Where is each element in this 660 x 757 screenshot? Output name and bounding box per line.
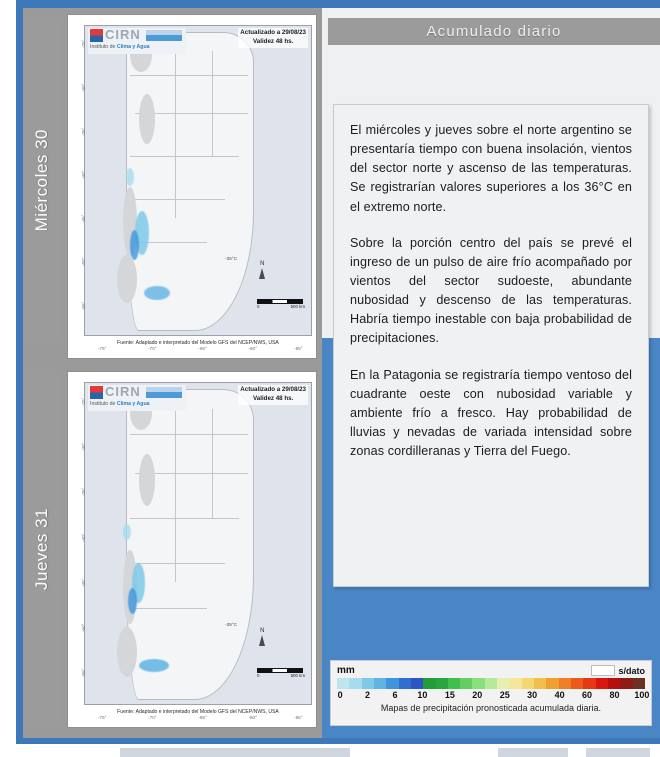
- logo-subtitle: Instituto de Clima y Agua: [90, 401, 150, 407]
- terrain-shading: [139, 454, 155, 506]
- map-source-credit: Fuente: Adaptado e interpretado del Modelo GFS del NCEP/NWS, USA: [85, 709, 311, 715]
- day-label-text: Jueves 31: [32, 507, 51, 590]
- stamp-validity: Validez 48 hs.: [253, 394, 294, 402]
- wave-icon: [146, 387, 182, 398]
- legend-color-cell: [633, 678, 645, 689]
- legend-tick: 100: [634, 690, 650, 700]
- legend-color-cell: [620, 678, 632, 689]
- legend-color-cell: [460, 678, 472, 689]
- argentina-outline: [126, 32, 255, 331]
- legend-color-cell: [534, 678, 546, 689]
- terrain-shading: [117, 627, 137, 677]
- legend-colorbar: [337, 678, 645, 689]
- page-title-text: Acumulado diario: [426, 23, 562, 40]
- argentina-outline: [126, 389, 255, 699]
- map-canvas: [84, 25, 312, 336]
- legend-color-cell: [546, 678, 558, 689]
- legend-color-cell: [596, 678, 608, 689]
- bottom-blue-band: [16, 738, 660, 744]
- legend-color-cell: [583, 678, 595, 689]
- legend-color-cell: [472, 678, 484, 689]
- legend-color-cell: [522, 678, 534, 689]
- legend-tick-labels: [337, 689, 650, 702]
- legend-caption: Mapas de precipitación pronosticada acumulada diaria.: [380, 703, 602, 713]
- cirn-logo: [88, 28, 186, 54]
- scale-min: 0: [257, 673, 260, 678]
- temperature-annotation: -35°C: [225, 255, 237, 261]
- legend-color-cell: [436, 678, 448, 689]
- legend-color-cell: [509, 678, 521, 689]
- legend-tick: 6: [392, 690, 398, 700]
- legend-color-cell: [374, 678, 386, 689]
- legend-color-cell: [386, 678, 398, 689]
- legend-tick: 2: [365, 690, 371, 700]
- precipitation-field: [144, 286, 170, 300]
- flag-icon: [90, 386, 103, 399]
- legend-color-cell: [608, 678, 620, 689]
- legend-color-cell: [349, 678, 361, 689]
- temperature-annotation: -35°C: [225, 621, 237, 627]
- map-scale-bar: [257, 668, 305, 678]
- stamp-validity: Validez 48 hs.: [253, 37, 294, 45]
- flag-icon: [90, 29, 103, 42]
- latitude-axis: -25° -30° -35° -40° -45° -50° -55°: [80, 39, 86, 310]
- north-arrow-icon: [254, 628, 270, 646]
- scale-min: 0: [257, 304, 260, 309]
- legend-color-cell: [448, 678, 460, 689]
- legend-tick: 60: [582, 690, 593, 700]
- map-update-stamp: [238, 385, 308, 405]
- legend-tick: 80: [609, 690, 620, 700]
- day-label-text: Miércoles 30: [32, 129, 51, 232]
- map-source-credit: Fuente: Adaptado e interpretado del Modelo GFS del NCEP/NWS, USA: [85, 340, 311, 346]
- left-white-margin: [0, 0, 16, 757]
- legend-tick: 20: [472, 690, 483, 700]
- stamp-updated: Actualizado a 29/08/23: [240, 386, 306, 393]
- top-blue-band: [0, 0, 660, 8]
- logo-subtitle: Instituto de Clima y Agua: [90, 44, 150, 50]
- nodata-swatch: [591, 665, 615, 676]
- longitude-axis: -75° -70° -65° -60° -55°: [97, 346, 303, 351]
- cirn-logo: [88, 385, 186, 411]
- precipitation-legend: [330, 660, 652, 726]
- latitude-axis: -25° -30° -35° -40° -45° -50° -55°: [80, 397, 86, 678]
- forecast-paragraph: En la Patagonia se registraría tiempo ventoso del cuadrante oeste con nubosidad variable y ambiente frío a fresco. Hay probabilidad de lluvias y nevadas de variada intensidad sobre zonas cordilleranas y Tierra del Fuego.: [350, 367, 632, 459]
- legend-color-cell: [362, 678, 374, 689]
- logo-title: CIRN: [105, 384, 141, 399]
- legend-color-cell: [423, 678, 435, 689]
- bottom-tab-left[interactable]: [120, 748, 350, 757]
- map-card-miercoles[interactable]: [67, 14, 317, 359]
- legend-color-cell: [559, 678, 571, 689]
- legend-tick: 10: [417, 690, 428, 700]
- map-scale-bar: [257, 299, 305, 309]
- north-arrow-icon: [254, 261, 270, 279]
- map-card-jueves[interactable]: [67, 371, 317, 728]
- legend-tick: 0: [337, 690, 343, 700]
- legend-color-cell: [497, 678, 509, 689]
- map-update-stamp: [238, 28, 308, 48]
- legend-nodata: [591, 665, 645, 676]
- legend-tick: 30: [527, 690, 538, 700]
- legend-unit-label: mm: [337, 665, 355, 676]
- north-label: N: [260, 261, 265, 268]
- legend-color-cell: [411, 678, 423, 689]
- precipitation-field: [126, 168, 134, 186]
- terrain-shading: [117, 255, 137, 303]
- legend-color-cell: [485, 678, 497, 689]
- forecast-paragraph: Sobre la porción centro del país se prevé el ingreso de un pulso de aire frío acompañado por vientos del sector sudoeste, abundante nubosidad y descenso de las temperaturas. Habría tiempo inestable con baja probabilidad de precipitaciones.: [350, 235, 632, 346]
- legend-color-cell: [571, 678, 583, 689]
- day-label-miercoles: [23, 18, 61, 343]
- legend-tick: 15: [444, 690, 455, 700]
- longitude-axis: -75° -70° -65° -60° -55°: [97, 715, 303, 720]
- scale-max: 500 km: [290, 673, 305, 678]
- logo-title: CIRN: [105, 27, 141, 42]
- legend-tick: 25: [499, 690, 510, 700]
- page-title: [328, 18, 660, 45]
- day-label-jueves: [23, 371, 61, 726]
- forecast-paragraph: El miércoles y jueves sobre el norte argentino se presentaría tiempo con buena insolación, vientos del sector norte y ascenso de las temperaturas. Se registrarían valores superiores a los 36°C en el extremo norte.: [350, 123, 632, 214]
- legend-color-cell: [399, 678, 411, 689]
- left-blue-rail: [16, 8, 23, 738]
- forecast-text-panel: [333, 104, 649, 587]
- legend-color-cell: [337, 678, 349, 689]
- nodata-label: s/dato: [618, 665, 645, 676]
- wave-icon: [146, 30, 182, 41]
- bottom-tab-right[interactable]: [498, 748, 568, 757]
- bottom-tab-far-right[interactable]: [586, 748, 650, 757]
- map-canvas: [84, 382, 312, 705]
- stamp-updated: Actualizado a 29/08/23: [240, 29, 306, 36]
- legend-tick: 40: [554, 690, 565, 700]
- north-label: N: [260, 628, 265, 635]
- scale-max: 500 km: [290, 304, 305, 309]
